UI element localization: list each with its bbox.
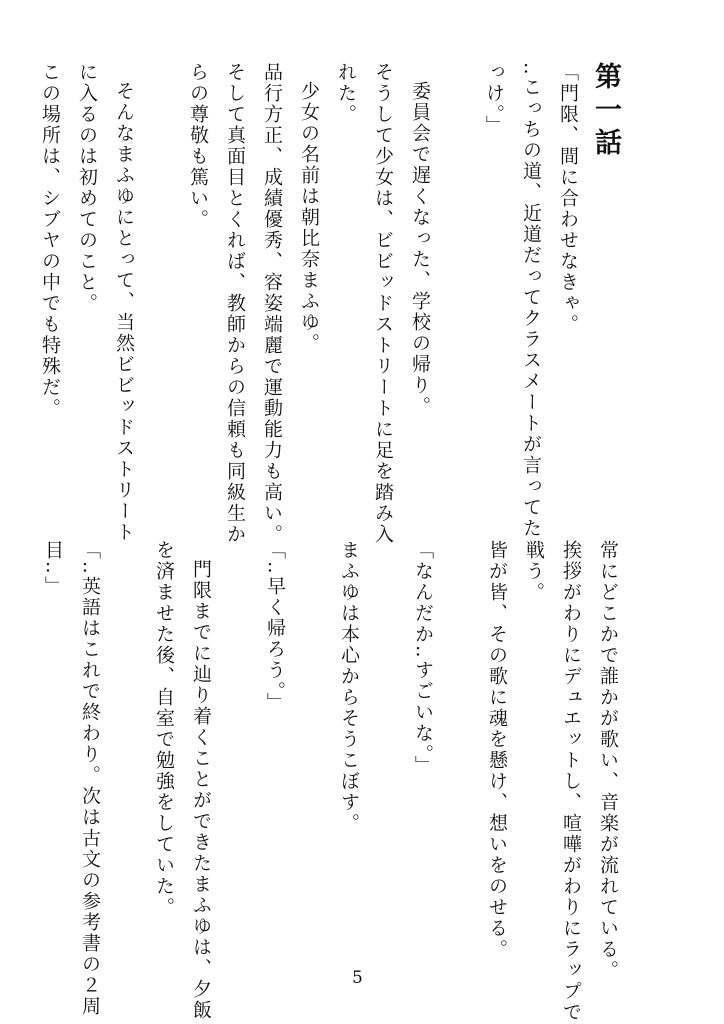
paragraph-gap [367,540,404,960]
text-line: らの尊敬も篤い。 [187,62,209,230]
text-line: 「門限、間に合わせなきゃ。 [557,62,579,335]
text-line: 挨拶がわりにデュエットし、喧嘩がわりにラップで [560,540,582,1023]
text-line: 「‥英語はこれで終わり。次は古文の参考書の２周 [79,540,101,1017]
text-line: そして真面目とくれば、教師からの信頼も同級生か [224,62,246,545]
paragraph-gap [293,540,330,960]
lower-text-block [34,540,626,1023]
text-line: 「なんだか‥すごいな。」 [412,540,434,777]
text-line: まふゆは本心からそうこぼす。 [338,540,360,834]
text-line: れた。 [335,62,357,125]
text-line: この場所は、シブヤの中でも特殊だ。 [39,62,61,419]
paragraph-gap [438,62,475,492]
text-line: 門限までに辿り着くことができたまふゆは、夕飯 [190,559,212,1021]
text-line: を済ませた後、自室で勉強をしていた。 [153,540,175,918]
paragraph-gap [108,540,145,960]
chapter-title: 第一話 [590,62,621,161]
text-line: ‥こっちの道、近道だってクラスメートが言ってた [520,62,542,539]
text-line: 常にどこかで誰かが歌い、音楽が流れている。 [597,540,619,981]
paragraph-gap [142,62,179,492]
text-line: 「‥早く帰ろう。」 [264,540,286,714]
text-line: そんなまふゆにとって、当然ビビッドストリート [113,81,135,543]
text-line: 戦う。 [523,540,545,603]
upper-text-block [31,62,624,545]
text-line: 委員会で遅くなった、学校の帰り。 [409,81,431,417]
text-line: に入るのは初めてのこと。 [76,62,98,314]
text-line: 少女の名前は朝比奈まふゆ。 [298,81,320,354]
paragraph-gap [219,540,256,960]
text-line: 品行方正、成績優秀、容姿端麗で運動能力も高い。 [261,62,283,545]
text-line: 皆が皆、その歌に魂を懸け、想いをのせる。 [486,540,508,960]
page-number: 5 [352,968,363,988]
text-line: っけ。」 [483,62,505,137]
text-line: そうして少女は、ビビッドストリートに足を踏み入 [372,62,394,545]
text-line: 目‥」 [42,540,64,597]
paragraph-gap [441,540,478,960]
